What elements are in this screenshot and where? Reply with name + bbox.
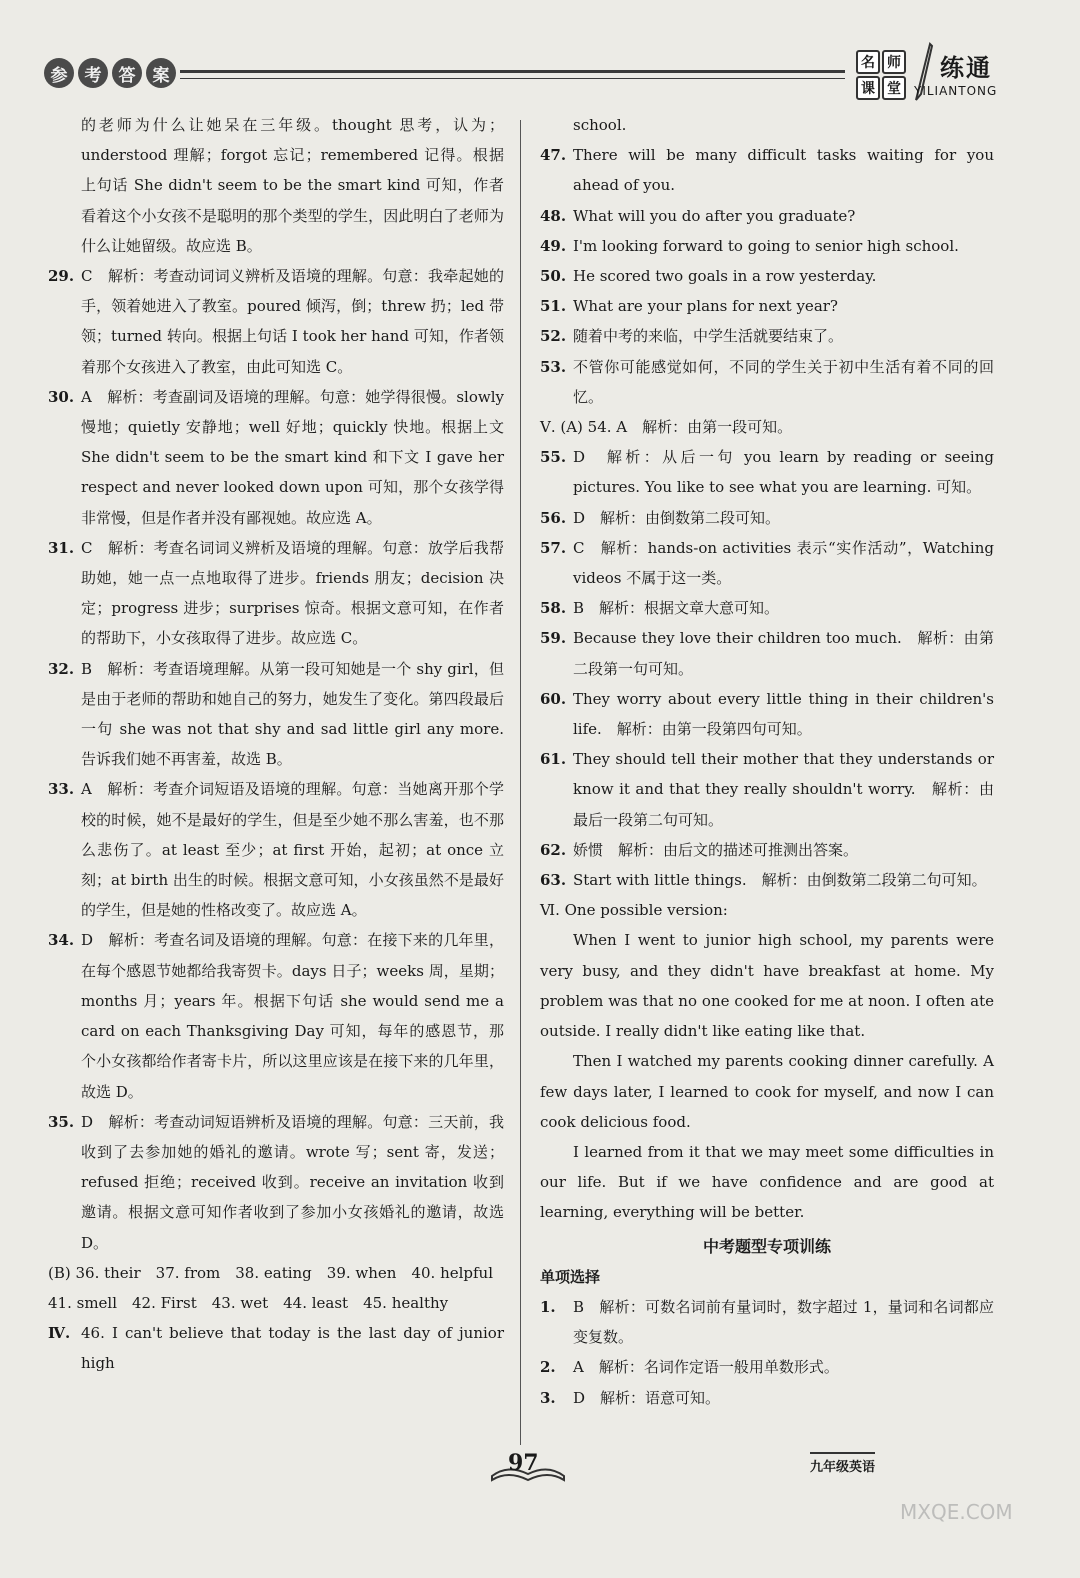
answer-number: 52. bbox=[540, 327, 567, 346]
answer-text: Ⅴ. (A) 54. A 解析：由第一段可知。 bbox=[540, 418, 793, 437]
page-number-badge bbox=[488, 1450, 568, 1482]
brand-logo-box bbox=[856, 50, 906, 100]
answer-item bbox=[540, 140, 994, 200]
answer-number: 59. bbox=[540, 629, 567, 648]
brand-pinyin: YILIANTONG bbox=[914, 84, 998, 98]
answer-text: Start with little things. 解析：由倒数第二段第二句可知。 bbox=[573, 871, 987, 890]
answer-text: C 解析：考查动词词义辨析及语境的理解。句意：我牵起她的手，领着她进入了教室。poured 倾泻，倒；threw 扔；led 带领；turned 转向。根据上句话 I took her hand 可知，作者领着那个女孩进入了教室，由此可知选 C。 bbox=[81, 267, 504, 376]
answer-text: D 解析：语意可知。 bbox=[573, 1388, 721, 1407]
answer-text: A 解析：名词作定语一般用单数形式。 bbox=[573, 1358, 839, 1377]
answer-number: 48. bbox=[540, 206, 567, 225]
answer-item bbox=[540, 503, 994, 533]
page-number: 97 bbox=[508, 1450, 539, 1476]
answer-text: There will be many difficult tasks waiting for you ahead of you. bbox=[573, 146, 994, 195]
answer-number: 33. bbox=[48, 780, 75, 799]
answer-item bbox=[540, 261, 994, 291]
right-column bbox=[540, 110, 994, 1413]
answer-text: A 解析：考查介词短语及语境的理解。句意：当她离开那个学校的时候，她不是最好的学生，但是至少她不那么害羞，也不那么悲伤了。at least 至少；at first 开始，起初；at once 立刻；at birth 出生的时候。根据文意可知，小女孩虽然不是最好的学生，但是她的性格改变了。故应选 A。 bbox=[81, 780, 504, 920]
answer-item bbox=[48, 925, 504, 1106]
answer-text: 的老师为什么让她呆在三年级。thought 思考，认为；understood 理解；forgot 忘记；remembered 记得。根据上句话 She didn't seem to be the smart kind 可知，作者看着这个小女孩不是聪明的那个类型的学生，因此明白了老师为什么让她留级。故应选 B。 bbox=[81, 116, 504, 255]
answer-number: Ⅳ. bbox=[48, 1324, 71, 1343]
answer-item bbox=[540, 1292, 994, 1352]
answer-text: 随着中考的来临，中学生活就要结束了。 bbox=[573, 327, 844, 346]
answer-item bbox=[540, 412, 994, 442]
answer-number: 61. bbox=[540, 750, 567, 769]
answer-item bbox=[540, 835, 994, 865]
answer-text: A 解析：考查副词及语境的理解。句意：她学得很慢。slowly 慢地；quietly 安静地；well 好地；quickly 快地。根据上文 She didn't seem to be the smart kind 和下文 I gave her respect and never looked down upon 可知，那个女孩学得非常慢，但是作者并没有鄙视她。故应选 A。 bbox=[81, 387, 504, 527]
answer-text: What are your plans for next year? bbox=[573, 297, 838, 316]
brand-name: 练通 bbox=[940, 54, 992, 82]
answer-number: 35. bbox=[48, 1112, 75, 1131]
answer-number: 62. bbox=[540, 840, 567, 859]
answer-text: B 解析：可数名词前有量词时，数字超过 1，量词和名词都应变复数。 bbox=[573, 1297, 994, 1347]
essay-paragraph: Then I watched my parents cooking dinner carefully. A few days later, I learned to cook for myself, and now I can cook delicious food. bbox=[540, 1052, 994, 1131]
answer-number: 3. bbox=[540, 1388, 556, 1407]
answer-number: 53. bbox=[540, 357, 567, 376]
header-rule bbox=[180, 78, 845, 79]
answer-item bbox=[540, 291, 994, 321]
answer-item bbox=[540, 1383, 994, 1413]
answer-text: They worry about every little thing in their children's life. 解析：由第一段第四句可知。 bbox=[573, 689, 994, 739]
essay-paragraph: When I went to junior high school, my parents were very busy, and they didn't have breakfast at home. My problem was that no one cooked for me at noon. I often ate outside. I really didn't like eating like that. bbox=[540, 931, 994, 1041]
answer-text: (B) 36. their 37. from 38. eating 39. when 40. helpful bbox=[48, 1263, 494, 1282]
answer-number: 2. bbox=[540, 1358, 556, 1377]
grade-label: 九年级英语 bbox=[810, 1452, 875, 1475]
answer-number: 63. bbox=[540, 871, 567, 890]
answer-text: C 解析：hands-on activities 表示“实作活动”，Watching videos 不属于这一类。 bbox=[573, 538, 994, 588]
answer-item bbox=[540, 593, 994, 623]
answer-item bbox=[48, 1288, 504, 1318]
answer-text: What will you do after you graduate? bbox=[573, 206, 856, 225]
answer-item bbox=[48, 110, 504, 261]
answer-text: B 解析：根据文章大意可知。 bbox=[573, 599, 780, 618]
answer-text: They should tell their mother that they understands or know it and that they really shouldn't worry. 解析：由最后一段第二句可知。 bbox=[573, 750, 994, 829]
brand-char: 堂 bbox=[882, 76, 906, 100]
badge-char: 案 bbox=[146, 58, 176, 88]
answer-number: 58. bbox=[540, 599, 567, 618]
answer-text: D 解析：考查动词短语辨析及语境的理解。句意：三天前，我收到了去参加她的婚礼的邀请。wrote 写；sent 寄，发送；refused 拒绝；received 收到。receive an invitation 收到邀请。根据文意可知作者收到了参加小女孩婚礼的邀请，故选 D。 bbox=[81, 1112, 504, 1252]
answer-text: school. bbox=[573, 116, 627, 134]
answer-item bbox=[48, 1318, 504, 1378]
watermark: MXQE.COM bbox=[900, 1500, 1013, 1524]
answer-number: 47. bbox=[540, 146, 567, 165]
answer-text: B 解析：考查语境理解。从第一段可知她是一个 shy girl，但是由于老师的帮助和她自己的努力，她发生了变化。第四段最后一句 she was not that shy and sad little girl any more. 告诉我们她不再害羞，故选 B。 bbox=[81, 659, 504, 769]
answer-number: 51. bbox=[540, 297, 567, 316]
answer-item bbox=[540, 110, 994, 140]
page-header bbox=[0, 0, 1080, 110]
essay-paragraph: I learned from it that we may meet some difficulties in our life. But if we have confidence and are good at learning, everything will be better. bbox=[540, 1142, 994, 1222]
answer-number: 49. bbox=[540, 236, 567, 255]
answer-item bbox=[540, 744, 994, 835]
answer-item bbox=[540, 201, 994, 231]
answer-number: 57. bbox=[540, 538, 567, 557]
answer-text: Because they love their children too much. 解析：由第二段第一句可知。 bbox=[573, 629, 994, 678]
brand-char: 课 bbox=[856, 76, 880, 100]
answer-text: D 解析：从后一句 you learn by reading or seeing pictures. You like to see what you are learning. 可知。 bbox=[573, 448, 994, 497]
answer-text: D 解析：考查名词及语境的理解。句意：在接下来的几年里，在每个感恩节她都给我寄贺卡。days 日子；weeks 周，星期；months 月；years 年。根据下句话 she would send me a card on each Thanksgiving Day 可知，每年的感恩节，那个小女孩都给作者寄卡片，所以这里应该是在接下来的几年里，故选 D。 bbox=[81, 931, 504, 1101]
section-title: 中考题型专项训练 bbox=[702, 1236, 831, 1256]
brand-char: 师 bbox=[882, 50, 906, 74]
answer-number: 31. bbox=[48, 538, 75, 557]
answer-item bbox=[48, 382, 504, 533]
subsection-title: 单项选择 bbox=[540, 1267, 601, 1286]
badge-char: 考 bbox=[78, 58, 108, 88]
answer-text: I'm looking forward to going to senior high school. bbox=[573, 236, 959, 255]
header-rule bbox=[180, 70, 845, 73]
answer-text: D 解析：由倒数第二段可知。 bbox=[573, 508, 781, 527]
answer-item bbox=[540, 442, 994, 502]
answer-item bbox=[540, 352, 994, 412]
answer-item bbox=[48, 261, 504, 382]
answer-number: 56. bbox=[540, 508, 567, 527]
answer-text: 46. I can't believe that today is the last day of junior high bbox=[81, 1324, 504, 1373]
badge-char: 参 bbox=[44, 58, 74, 88]
answer-item bbox=[540, 1352, 994, 1382]
answer-number: 1. bbox=[540, 1297, 556, 1316]
column-divider bbox=[520, 120, 521, 1445]
left-column bbox=[48, 110, 504, 1379]
answer-number: 34. bbox=[48, 931, 75, 950]
badge-char: 答 bbox=[112, 58, 142, 88]
answer-item bbox=[48, 1258, 504, 1288]
answer-item bbox=[48, 533, 504, 654]
answer-number: 29. bbox=[48, 267, 75, 286]
answer-text: 娇惯 解析：由后文的描述可推测出答案。 bbox=[573, 840, 859, 859]
answer-number: 60. bbox=[540, 689, 567, 708]
answer-item bbox=[540, 623, 994, 683]
answer-number: 50. bbox=[540, 267, 567, 286]
answer-item bbox=[48, 774, 504, 925]
brand-char: 名 bbox=[856, 50, 880, 74]
answer-item bbox=[48, 654, 504, 775]
answer-number: 55. bbox=[540, 448, 567, 467]
answer-text: C 解析：考查名词词义辨析及语境的理解。句意：放学后我帮助她，她一点一点地取得了进步。friends 朋友；decision 决定；progress 进步；surprises 惊奇。根据文意可知，在作者的帮助下，小女孩取得了进步。故应选 C。 bbox=[81, 538, 504, 648]
answer-badges bbox=[44, 58, 176, 88]
answer-item bbox=[540, 684, 994, 744]
answer-number: 30. bbox=[48, 387, 75, 406]
answer-item bbox=[540, 533, 994, 593]
answer-text: 41. smell 42. First 43. wet 44. least 45. healthy bbox=[48, 1293, 449, 1312]
answer-item bbox=[540, 895, 994, 925]
answer-number: 32. bbox=[48, 659, 75, 678]
answer-item bbox=[540, 865, 994, 895]
answer-item bbox=[540, 231, 994, 261]
answer-text: 不管你可能感觉如何，不同的学生关于初中生活有着不同的回忆。 bbox=[573, 357, 994, 406]
answer-text: He scored two goals in a row yesterday. bbox=[573, 267, 877, 286]
answer-item bbox=[48, 1107, 504, 1258]
answer-text: Ⅵ. One possible version: bbox=[540, 901, 728, 920]
answer-item bbox=[540, 321, 994, 351]
